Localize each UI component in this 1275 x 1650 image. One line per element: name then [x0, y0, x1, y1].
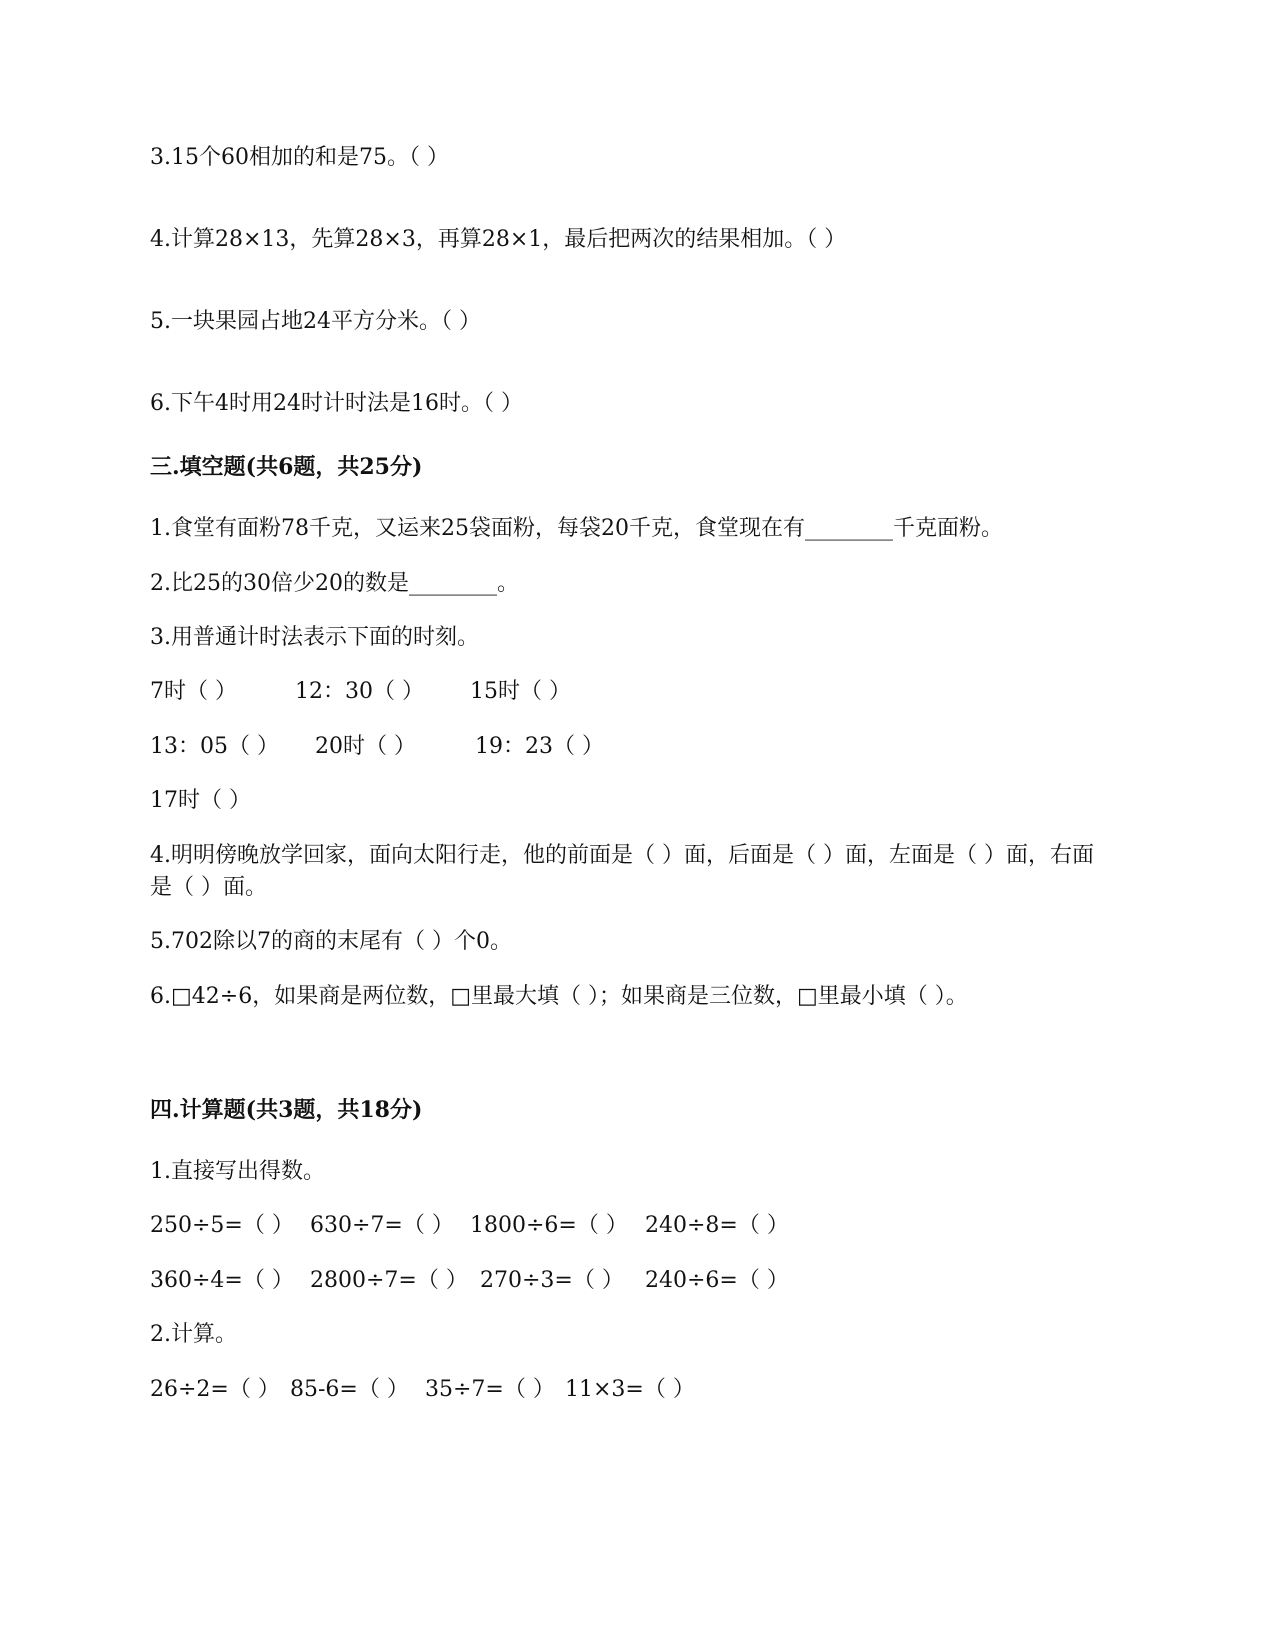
time-row-3: [150, 785, 251, 817]
section-heading-calculation: 四.计算题(共3题，共18分): [150, 1097, 423, 1123]
fill-item-4: 4.明明傍晚放学回家，面向太阳行走，他的前面是（ ）面，后面是（ ）面，左面是（ ）面，右面是（ ）面。: [150, 843, 1094, 900]
calc-cell: 35÷7=（ ）: [425, 1377, 555, 1402]
fill-item-3: 3.用普通计时法表示下面的时刻。: [150, 625, 479, 650]
calc-cell: 250÷5=（ ）: [150, 1213, 294, 1238]
time-cell: 20时（ ）: [315, 734, 416, 759]
calc-cell: 360÷4=（ ）: [150, 1268, 294, 1293]
calc-cell: 240÷8=（ ）: [645, 1213, 789, 1238]
time-row-2: [150, 731, 604, 763]
calc-item-1: 1.直接写出得数。: [150, 1159, 325, 1184]
judge-item-5: 5.一块果园占地24平方分米。（ ）: [150, 309, 481, 334]
judge-item-4: 4.计算28×13，先算28×3，再算28×1，最后把两次的结果相加。（ ）: [150, 227, 847, 252]
judge-item-3: 3.15个60相加的和是75。（ ）: [150, 145, 449, 170]
calc-row-3: [150, 1374, 695, 1406]
calc-row-2: [150, 1265, 789, 1297]
calc-cell: 240÷6=（ ）: [645, 1268, 789, 1293]
calc-cell: 2800÷7=（ ）: [310, 1268, 468, 1293]
time-cell: 7时（ ）: [150, 679, 237, 704]
calc-cell: 630÷7=（ ）: [310, 1213, 454, 1238]
calc-row-1: [150, 1210, 789, 1242]
section-heading-fill-blank: 三.填空题(共6题，共25分): [150, 454, 423, 480]
time-row-1: [150, 676, 571, 708]
time-cell: 13：05（ ）: [150, 734, 279, 759]
calc-cell: 11×3=（ ）: [565, 1377, 695, 1402]
fill-item-2: 2.比25的30倍少20的数是________。: [150, 571, 519, 596]
calc-cell: 85-6=（ ）: [290, 1377, 409, 1402]
time-cell: 17时（ ）: [150, 788, 251, 813]
judge-item-6: 6.下午4时用24时计时法是16时。（ ）: [150, 391, 523, 416]
fill-item-6: 6.□42÷6，如果商是两位数，□里最大填（ ）；如果商是三位数，□里最小填（ ）。: [150, 984, 968, 1009]
fill-item-1: 1.食堂有面粉78千克，又运来25袋面粉，每袋20千克，食堂现在有________千克面粉。: [150, 516, 1003, 541]
calc-cell: 270÷3=（ ）: [480, 1268, 624, 1293]
time-cell: 15时（ ）: [470, 679, 571, 704]
time-cell: 19：23（ ）: [475, 734, 604, 759]
time-cell: 12：30（ ）: [295, 679, 424, 704]
calc-cell: 26÷2=（ ）: [150, 1377, 280, 1402]
fill-item-5: 5.702除以7的商的末尾有（ ）个0。: [150, 929, 512, 954]
calc-item-2: 2.计算。: [150, 1322, 237, 1347]
calc-cell: 1800÷6=（ ）: [470, 1213, 628, 1238]
